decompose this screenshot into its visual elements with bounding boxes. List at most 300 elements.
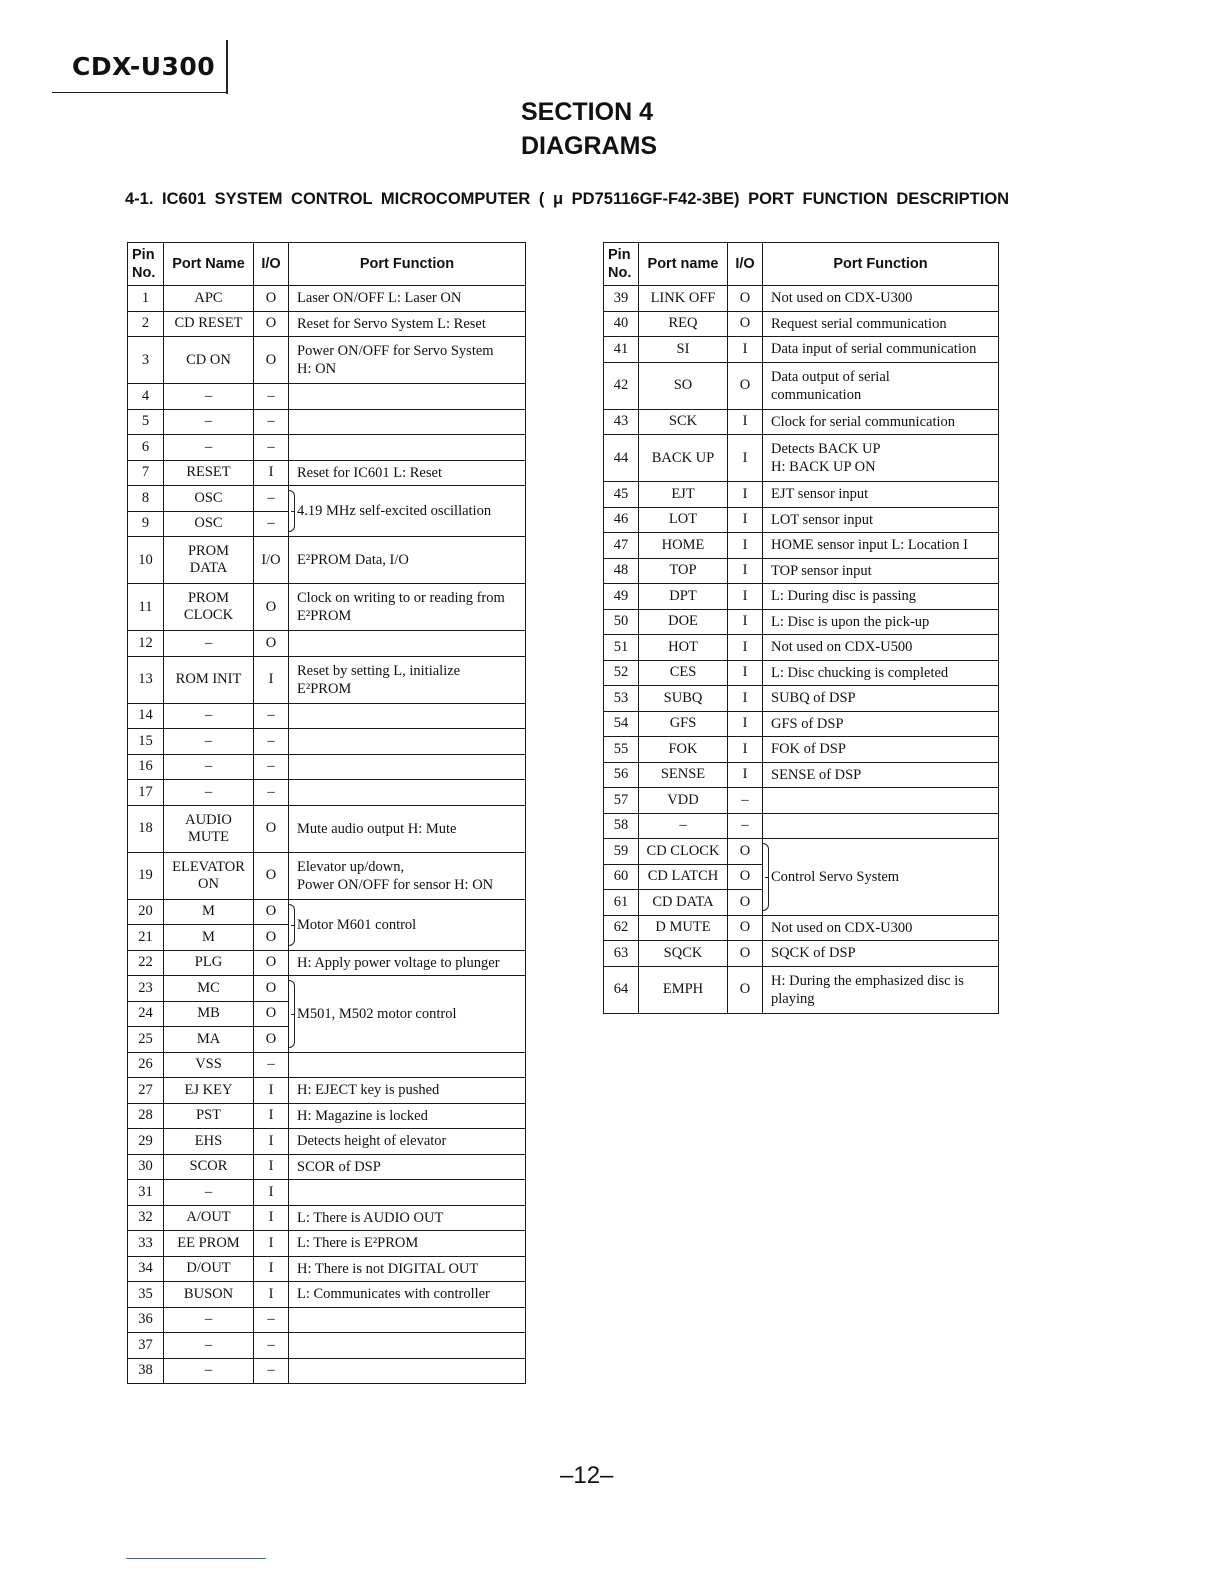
table-row (128, 1052, 526, 1078)
io-direction: I (728, 435, 763, 482)
table-row (604, 660, 999, 686)
port-name: SCK (639, 409, 728, 435)
port-name: EJT (639, 482, 728, 508)
pin-number: 47 (604, 533, 639, 559)
grouped-port-function (289, 486, 526, 537)
port-function: Request serial communication (763, 311, 999, 337)
brace-tick (291, 511, 295, 512)
port-name: SUBQ (639, 686, 728, 712)
port-name: SCOR (164, 1154, 254, 1180)
pin-number: 12 (128, 631, 164, 657)
port-function: L: Disc chucking is completed (763, 660, 999, 686)
table-row (128, 1333, 526, 1359)
port-function: L: There is AUDIO OUT (289, 1205, 526, 1231)
port-function-table-right (603, 242, 999, 1014)
io-direction: – (254, 511, 289, 537)
table-row (128, 1205, 526, 1231)
port-function: H: Apply power voltage to plunger (289, 950, 526, 976)
io-direction: O (254, 311, 289, 337)
io-direction: O (728, 966, 763, 1013)
pin-number: 35 (128, 1282, 164, 1308)
io-direction: – (728, 788, 763, 814)
table-row (604, 813, 999, 839)
model-divider-horizontal (52, 92, 228, 93)
table-row (128, 311, 526, 337)
brace-tick (291, 1014, 295, 1015)
port-function: L: Disc is upon the pick-up (763, 609, 999, 635)
io-direction: O (254, 1001, 289, 1027)
table-row (128, 1103, 526, 1129)
io-direction: I (254, 1282, 289, 1308)
pin-number: 44 (604, 435, 639, 482)
port-function (763, 788, 999, 814)
port-name: AUDIO MUTE (164, 805, 254, 852)
pin-number: 21 (128, 925, 164, 951)
table-row (604, 337, 999, 363)
port-name: SENSE (639, 762, 728, 788)
io-direction: O (254, 925, 289, 951)
port-function: L: There is E²PROM (289, 1231, 526, 1257)
port-name: – (164, 384, 254, 410)
port-name: APC (164, 286, 254, 312)
pin-number: 50 (604, 609, 639, 635)
port-name: EMPH (639, 966, 728, 1013)
table-row (128, 729, 526, 755)
io-direction: I (728, 660, 763, 686)
port-name: SI (639, 337, 728, 363)
port-name: TOP (639, 558, 728, 584)
table-row (128, 384, 526, 410)
pin-number: 26 (128, 1052, 164, 1078)
port-function: Detects height of elevator (289, 1129, 526, 1155)
table-row (128, 703, 526, 729)
port-name: OSC (164, 486, 254, 512)
section-number: SECTION 4 (521, 98, 653, 126)
pin-number: 55 (604, 737, 639, 763)
table-row (128, 584, 526, 631)
port-name: ELEVATOR ON (164, 852, 254, 899)
port-function (289, 1307, 526, 1333)
port-function (289, 1333, 526, 1359)
port-name: – (164, 1307, 254, 1333)
io-direction: I (254, 1205, 289, 1231)
pin-number: 27 (128, 1078, 164, 1104)
io-direction: O (254, 976, 289, 1002)
header-func: Port Function (763, 243, 999, 286)
table-header-row (604, 243, 999, 286)
pin-number: 40 (604, 311, 639, 337)
port-function: Detects BACK UP H: BACK UP ON (763, 435, 999, 482)
io-direction: – (254, 754, 289, 780)
port-name: GFS (639, 711, 728, 737)
table-row (604, 311, 999, 337)
io-direction: O (254, 337, 289, 384)
header-io: I/O (728, 243, 763, 286)
io-direction: – (254, 486, 289, 512)
port-name: – (164, 780, 254, 806)
io-direction: I (254, 656, 289, 703)
pin-number: 25 (128, 1027, 164, 1053)
io-direction: O (728, 839, 763, 865)
port-name: – (164, 729, 254, 755)
pin-number: 51 (604, 635, 639, 661)
pin-number: 41 (604, 337, 639, 363)
pin-number: 48 (604, 558, 639, 584)
io-direction: – (728, 813, 763, 839)
io-direction: – (254, 1333, 289, 1359)
table-row (128, 286, 526, 312)
port-name: A/OUT (164, 1205, 254, 1231)
section-title: DIAGRAMS (521, 132, 658, 160)
port-function: EJT sensor input (763, 482, 999, 508)
port-function: Mute audio output H: Mute (289, 805, 526, 852)
port-name: EE PROM (164, 1231, 254, 1257)
pin-number: 24 (128, 1001, 164, 1027)
port-name: CD LATCH (639, 864, 728, 890)
brace-tick (291, 925, 295, 926)
table-header-row (128, 243, 526, 286)
table-row (604, 558, 999, 584)
grouped-port-function (289, 976, 526, 1053)
page-number: –12– (560, 1462, 614, 1489)
table-row (604, 966, 999, 1013)
pin-number: 57 (604, 788, 639, 814)
pin-number: 60 (604, 864, 639, 890)
table-row (604, 941, 999, 967)
port-name: CD ON (164, 337, 254, 384)
port-function (289, 1052, 526, 1078)
port-name: MB (164, 1001, 254, 1027)
pin-number: 64 (604, 966, 639, 1013)
port-name: – (164, 703, 254, 729)
pin-number: 3 (128, 337, 164, 384)
pin-number: 38 (128, 1358, 164, 1384)
port-function (763, 813, 999, 839)
io-direction: O (254, 852, 289, 899)
io-direction: – (254, 703, 289, 729)
port-name: – (164, 435, 254, 461)
table-row (128, 805, 526, 852)
brace-tick (765, 877, 769, 878)
port-function: Power ON/OFF for Servo System H: ON (289, 337, 526, 384)
table-row (604, 609, 999, 635)
table-row (128, 537, 526, 584)
port-name: VDD (639, 788, 728, 814)
io-direction: O (254, 950, 289, 976)
port-function: Not used on CDX-U300 (763, 286, 999, 312)
port-name: MA (164, 1027, 254, 1053)
port-name: PROM CLOCK (164, 584, 254, 631)
io-direction: O (254, 899, 289, 925)
table-row (604, 507, 999, 533)
port-function: Reset for IC601 L: Reset (289, 460, 526, 486)
io-direction: O (254, 805, 289, 852)
pin-number: 10 (128, 537, 164, 584)
pin-number: 30 (128, 1154, 164, 1180)
port-function-table-left (127, 242, 526, 1384)
pin-number: 54 (604, 711, 639, 737)
io-direction: I (728, 686, 763, 712)
header-name: Port Name (164, 243, 254, 286)
port-name: – (164, 631, 254, 657)
io-direction: – (254, 1052, 289, 1078)
table-row (604, 737, 999, 763)
header-pin: Pin No. (604, 243, 639, 286)
group-label: Motor M601 control (297, 916, 417, 933)
pin-number: 42 (604, 362, 639, 409)
io-direction: I (728, 482, 763, 508)
table-row (604, 762, 999, 788)
header-io: I/O (254, 243, 289, 286)
port-name: PROM DATA (164, 537, 254, 584)
io-direction: O (728, 286, 763, 312)
port-name: VSS (164, 1052, 254, 1078)
pin-number: 59 (604, 839, 639, 865)
pin-number: 46 (604, 507, 639, 533)
pin-number: 1 (128, 286, 164, 312)
port-name: ROM INIT (164, 656, 254, 703)
io-direction: O (728, 362, 763, 409)
io-direction: – (254, 729, 289, 755)
port-function: SENSE of DSP (763, 762, 999, 788)
pin-number: 29 (128, 1129, 164, 1155)
io-direction: O (728, 864, 763, 890)
io-direction: O (728, 941, 763, 967)
table-row (128, 1231, 526, 1257)
port-name: RESET (164, 460, 254, 486)
io-direction: I (728, 711, 763, 737)
port-function: Clock on writing to or reading from E²PROM (289, 584, 526, 631)
pin-number: 13 (128, 656, 164, 703)
table-row (128, 486, 526, 512)
table-row (128, 1358, 526, 1384)
io-direction: I (728, 558, 763, 584)
table-row (128, 460, 526, 486)
port-name: BUSON (164, 1282, 254, 1308)
io-direction: – (254, 1307, 289, 1333)
port-function (289, 384, 526, 410)
pin-number: 61 (604, 890, 639, 916)
pin-number: 23 (128, 976, 164, 1002)
io-direction: I (254, 460, 289, 486)
pin-number: 36 (128, 1307, 164, 1333)
port-name: D/OUT (164, 1256, 254, 1282)
port-function: H: EJECT key is pushed (289, 1078, 526, 1104)
port-name: – (164, 754, 254, 780)
port-name: MC (164, 976, 254, 1002)
io-direction: I (254, 1231, 289, 1257)
port-function: Laser ON/OFF L: Laser ON (289, 286, 526, 312)
port-function (289, 729, 526, 755)
group-label: Control Servo System (771, 868, 900, 885)
pin-number: 32 (128, 1205, 164, 1231)
io-direction: I (254, 1103, 289, 1129)
port-function (289, 631, 526, 657)
io-direction: I (254, 1256, 289, 1282)
subsection-title: 4-1. IC601 SYSTEM CONTROL MICROCOMPUTER ( μ PD75116GF-F42-3BE) PORT FUNCTION DESCRIPTION (125, 190, 1010, 208)
port-name: – (164, 409, 254, 435)
io-direction: – (254, 384, 289, 410)
port-name: BACK UP (639, 435, 728, 482)
table-row (604, 788, 999, 814)
io-direction: I (254, 1180, 289, 1206)
port-function: GFS of DSP (763, 711, 999, 737)
pin-number: 31 (128, 1180, 164, 1206)
table-row (128, 631, 526, 657)
table-row (604, 839, 999, 865)
table-row (128, 1307, 526, 1333)
port-function: L: Communicates with controller (289, 1282, 526, 1308)
port-name: PLG (164, 950, 254, 976)
pin-number: 4 (128, 384, 164, 410)
port-name: REQ (639, 311, 728, 337)
table-row (128, 899, 526, 925)
table-row (604, 686, 999, 712)
pin-number: 8 (128, 486, 164, 512)
table-row (128, 1154, 526, 1180)
port-name: SO (639, 362, 728, 409)
io-direction: O (254, 1027, 289, 1053)
port-function: SUBQ of DSP (763, 686, 999, 712)
port-name: – (164, 1358, 254, 1384)
table-row (128, 976, 526, 1002)
port-function (289, 780, 526, 806)
port-name: LOT (639, 507, 728, 533)
table-row (128, 780, 526, 806)
io-direction: O (728, 915, 763, 941)
port-function: Not used on CDX-U500 (763, 635, 999, 661)
pin-number: 33 (128, 1231, 164, 1257)
pin-number: 22 (128, 950, 164, 976)
pin-number: 45 (604, 482, 639, 508)
table-row (604, 635, 999, 661)
io-direction: I (728, 635, 763, 661)
table-row (604, 409, 999, 435)
model-name: CDX-U300 (72, 52, 216, 81)
port-function (289, 703, 526, 729)
port-function: LOT sensor input (763, 507, 999, 533)
port-function: H: There is not DIGITAL OUT (289, 1256, 526, 1282)
port-name: D MUTE (639, 915, 728, 941)
pin-number: 53 (604, 686, 639, 712)
port-function: SQCK of DSP (763, 941, 999, 967)
table-row (128, 1078, 526, 1104)
port-function: FOK of DSP (763, 737, 999, 763)
pin-number: 56 (604, 762, 639, 788)
io-direction: I (728, 737, 763, 763)
io-direction: – (254, 1358, 289, 1384)
port-function: Reset by setting L, initialize E²PROM (289, 656, 526, 703)
io-direction: O (254, 584, 289, 631)
io-direction: I (728, 337, 763, 363)
bottom-underline (126, 1558, 266, 1559)
port-function (289, 1358, 526, 1384)
io-direction: I (728, 533, 763, 559)
port-name: HOME (639, 533, 728, 559)
port-function (289, 435, 526, 461)
io-direction: – (254, 435, 289, 461)
port-function (289, 754, 526, 780)
port-name: – (164, 1333, 254, 1359)
io-direction: I (728, 409, 763, 435)
io-direction: I (254, 1154, 289, 1180)
group-label: 4.19 MHz self-excited oscillation (297, 503, 492, 519)
pin-number: 14 (128, 703, 164, 729)
table-row (604, 362, 999, 409)
table-row (128, 435, 526, 461)
io-direction: I (254, 1078, 289, 1104)
table-row (604, 482, 999, 508)
port-name: PST (164, 1103, 254, 1129)
io-direction: I (728, 762, 763, 788)
port-name: M (164, 899, 254, 925)
header-name: Port name (639, 243, 728, 286)
io-direction: O (728, 890, 763, 916)
io-direction: I (254, 1129, 289, 1155)
port-name: CD DATA (639, 890, 728, 916)
pin-number: 7 (128, 460, 164, 486)
io-direction: – (254, 780, 289, 806)
table-row (128, 656, 526, 703)
port-function: E²PROM Data, I/O (289, 537, 526, 584)
header-pin: Pin No. (128, 243, 164, 286)
pin-number: 16 (128, 754, 164, 780)
port-function: Not used on CDX-U300 (763, 915, 999, 941)
table-row (128, 409, 526, 435)
header-func: Port Function (289, 243, 526, 286)
table-row (128, 1129, 526, 1155)
port-function: TOP sensor input (763, 558, 999, 584)
port-function: Data output of serial communication (763, 362, 999, 409)
io-direction: – (254, 409, 289, 435)
port-function: Data input of serial communication (763, 337, 999, 363)
table-row (128, 1180, 526, 1206)
pin-number: 19 (128, 852, 164, 899)
table-row (604, 533, 999, 559)
port-name: DOE (639, 609, 728, 635)
grouped-port-function (763, 839, 999, 916)
pin-number: 49 (604, 584, 639, 610)
io-direction: O (254, 286, 289, 312)
port-name: CES (639, 660, 728, 686)
table-row (604, 915, 999, 941)
section-heading (521, 95, 657, 163)
group-label: M501, M502 motor control (297, 1005, 457, 1022)
pin-number: 11 (128, 584, 164, 631)
pin-number: 28 (128, 1103, 164, 1129)
port-function: H: During the emphasized disc is playing (763, 966, 999, 1013)
port-name: EHS (164, 1129, 254, 1155)
table-row (604, 435, 999, 482)
port-name: CD CLOCK (639, 839, 728, 865)
port-function: Elevator up/down, Power ON/OFF for sensor H: ON (289, 852, 526, 899)
pin-number: 5 (128, 409, 164, 435)
port-function: H: Magazine is locked (289, 1103, 526, 1129)
table-row (604, 584, 999, 610)
port-name: FOK (639, 737, 728, 763)
model-divider-vertical (226, 40, 228, 94)
port-function (289, 1180, 526, 1206)
port-name: LINK OFF (639, 286, 728, 312)
io-direction: O (254, 631, 289, 657)
io-direction: I (728, 507, 763, 533)
io-direction: I (728, 584, 763, 610)
pin-number: 52 (604, 660, 639, 686)
port-function: SCOR of DSP (289, 1154, 526, 1180)
port-name: CD RESET (164, 311, 254, 337)
port-name: EJ KEY (164, 1078, 254, 1104)
table-row (604, 286, 999, 312)
